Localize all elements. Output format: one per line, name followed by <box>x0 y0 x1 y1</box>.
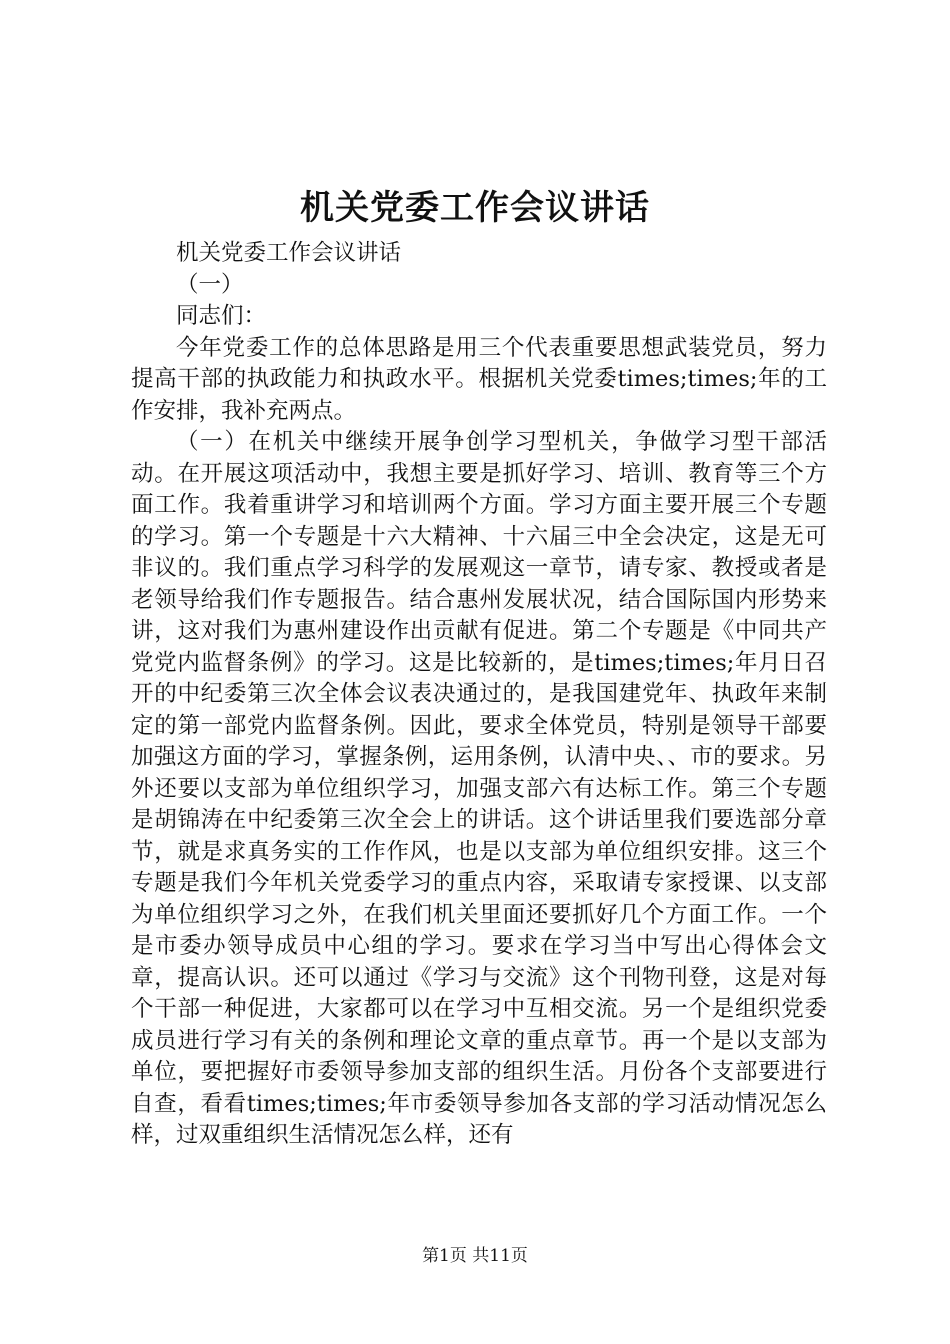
page-footer: 第1页 共11页 <box>422 1246 528 1266</box>
document-body <box>131 238 827 1152</box>
salutation: 同志们： <box>176 303 267 329</box>
paragraph: 今年党委工作的总体思路是用三个代表重要思想武装党员，努力提高干部的执政能力和执政水平。根据机关党委times;times;年的工作安排，我补充两点。 <box>131 334 827 424</box>
document-title: 机关党委工作会议讲话 <box>300 188 650 228</box>
subtitle-line: 机关党委工作会议讲话 <box>176 240 402 266</box>
section-mark: （一） <box>176 271 244 298</box>
paragraph: （一）在机关中继续开展争创学习型机关，争做学习型干部活动。在开展这项活动中，我想主要是抓好学习、培训、教育等三个方面工作。我着重讲学习和培训两个方面。学习方面主要开展三个专题的学习。第一个专题是十六大精神、十六届三中全会决定，这是无可非议的。我们重点学习科学的发展观这一章节，请专家、教授或者是老领导给我们作专题报告。结合惠州发展状况，结合国际国内形势来讲，这对我们为惠州建设作出贡献有促进。第二个专题是《中同共产党党内监督条例》的学习。这是比较新的，是times;times;年月日召开的中纪委第三次全体会议表决通过的，是我国建党年、执政年来制定的第一部党内监督条例。因此，要求全体党员，特别是领导干部要加强这方面的学习，掌握条例，运用条例，认清中央、、市的要求。另外还要以支部为单位组织学习，加强支部六有达标工作。第三个专题是胡锦涛在中纪委第三次全会上的讲话。这个讲话里我们要选部分章节，就是求真务实的工作作风，也是以支部为单位组织安排。这三个专题是我们今年机关党委学习的重点内容，采取请专家授课、以支部为单位组织学习之外，在我们机关里面还要抓好几个方面工作。一个是市委办领导成员中心组的学习。要求在学习当中写出心得体会文章，提高认识。还可以通过《学习与交流》这个刊物刊登，这是对每个干部一种促进，大家都可以在学习中互相交流。另一个是组织党委成员进行学习有关的条例和理论文章的重点章节。再一个是以支部为单位，要把握好市委领导参加支部的组织生活。月份各个支部要进行自查，看看times;times;年市委领导参加各支部的学习活动情况怎么样，过双重组织生活情况怎么样，还有 <box>131 429 827 1148</box>
